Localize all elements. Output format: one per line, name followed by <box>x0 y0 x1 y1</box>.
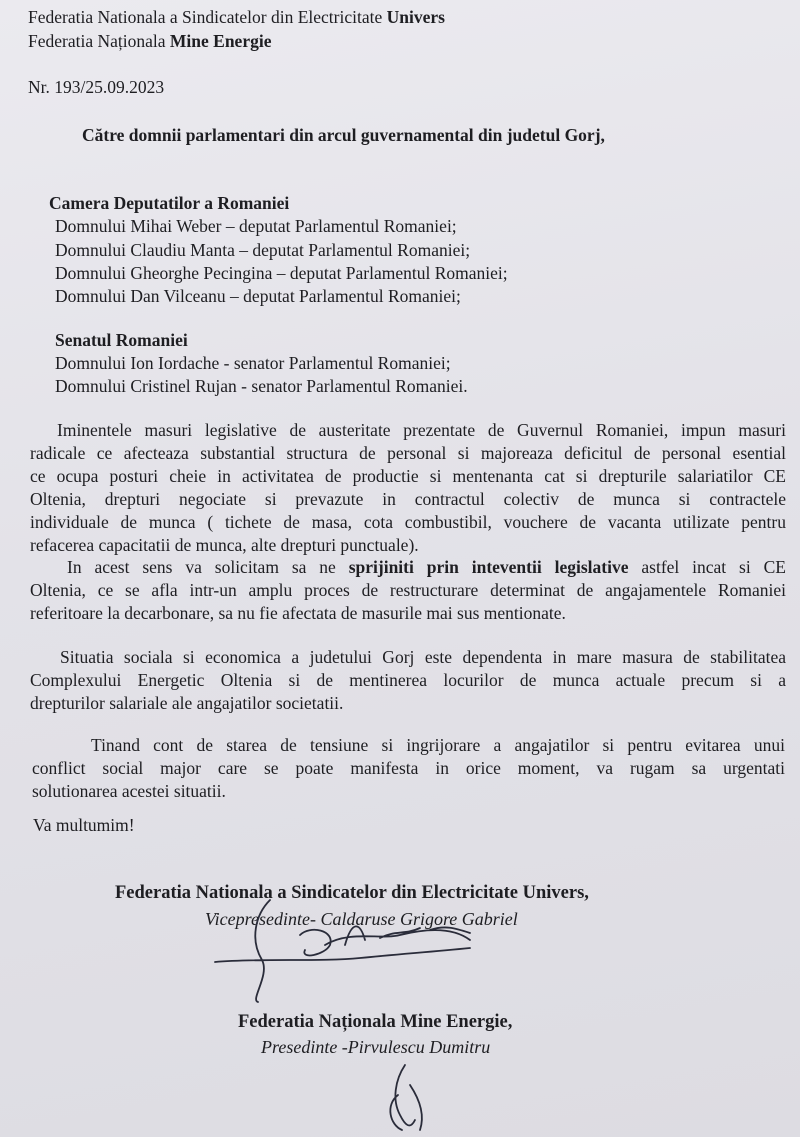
text: Tinand cont de starea de tensiune si ingrijorare a angajatilor si pentru evitarea unui <box>91 735 785 755</box>
header-org-1: Federatia Nationala a Sindicatelor din Electricitate <box>28 7 387 27</box>
signature-scribble-2 <box>390 1065 422 1130</box>
chamber-heading: Camera Deputatilor a Romaniei <box>49 193 290 213</box>
closing: Va multumim! <box>33 815 135 835</box>
signatory-2: Presedinte -Pirvulescu Dumitru <box>261 1037 491 1057</box>
text: individuale de munca ( tichete de masa, cota combustibil, vouchere de vacanta utilizate pentru <box>30 512 786 532</box>
signature-scribble-1 <box>215 900 470 1002</box>
paragraph-1-line: refacerea capacitatii de munca, alte drepturi punctuale). <box>30 535 419 555</box>
chamber-member: Domnului Claudiu Manta – deputat Parlamentul Romaniei; <box>55 240 471 260</box>
senate-member: Domnului Cristinel Rujan - senator Parlamentul Romaniei. <box>55 376 468 396</box>
header-org-2: Federatia Naționala <box>28 31 170 51</box>
text: ce ocupa posturi cheie in activitatea de productie si mentenanta cat si drepturile salariatilor CE <box>30 466 786 486</box>
text: Situatia sociala si economica a judetului Gorj este dependenta in mare masura de stabilitatea <box>60 647 786 667</box>
chamber-member: Domnului Gheorghe Pecingina – deputat Parlamentul Romaniei; <box>55 263 508 283</box>
senate-heading: Senatul Romaniei <box>55 330 188 350</box>
header-org-1-bold: Univers <box>386 7 445 27</box>
text: In acest sens va solicitam sa ne <box>67 557 349 577</box>
paragraph-3-line: drepturilor salariale ale angajatilor societatii. <box>30 693 344 713</box>
signature-organization-2: Federatia Naționala Mine Energie, <box>238 1012 513 1032</box>
text: Oltenia, ce se afla intr-un amplu proces de restructurare determinat de angajamentele Romaniei <box>30 580 786 600</box>
text: astfel incat si CE <box>628 557 786 577</box>
chamber-member: Domnului Dan Vilceanu – deputat Parlamentul Romaniei; <box>55 286 461 306</box>
senate-member: Domnului Ion Iordache - senator Parlamentul Romaniei; <box>55 353 451 373</box>
addressee-title: Către domnii parlamentari din arcul guvernamental din judetul Gorj, <box>82 125 605 145</box>
paragraph-4-line: solutionarea acestei situatii. <box>32 781 226 801</box>
paragraph-2-line: referitoare la decarbonare, sa nu fie afectata de masurile mai sus mentionate. <box>30 603 566 623</box>
text: radicale ce afecteaza substantial structura de personal si majoreaza deficitul de personal esential <box>30 443 786 463</box>
chamber-member: Domnului Mihai Weber – deputat Parlamentul Romaniei; <box>55 216 457 236</box>
text: Complexului Energetic Oltenia si de mentinerea locurilor de munca actuale precum si a <box>30 670 786 690</box>
text: conflict social major care se poate manifesta in orice moment, va rugam sa urgentati <box>32 758 785 778</box>
reference-number: Nr. 193/25.09.2023 <box>28 77 165 97</box>
header-org-2-bold: Mine Energie <box>169 31 272 51</box>
text: Iminentele masuri legislative de austeritate prezentate de Guvernul Romaniei, impun masuri <box>57 420 786 440</box>
signatory-1: Vicepresedinte- Caldaruse Grigore Gabriel <box>205 909 518 929</box>
text: Oltenia, drepturi negociate si prevazute in contractul colectiv de munca si contractele <box>30 489 786 509</box>
emphasis: sprijiniti prin inteventii legislative <box>348 557 629 577</box>
signature-organization-1: Federatia Nationala a Sindicatelor din Electricitate Univers, <box>115 883 589 903</box>
